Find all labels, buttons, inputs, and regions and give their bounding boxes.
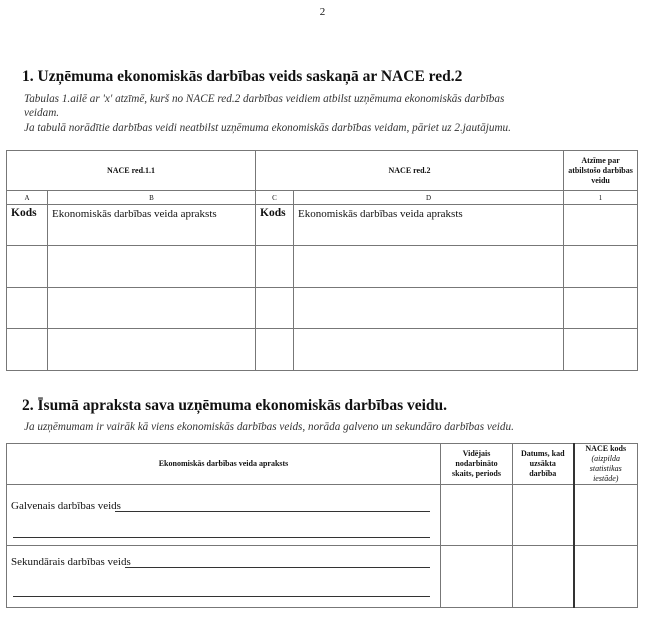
nace-table: [6, 150, 638, 371]
main-activity-label: Galvenais darbības veids: [11, 500, 121, 512]
col-letter-c: C: [256, 191, 294, 205]
secondary-activity-label: Sekundārais darbības veids: [11, 556, 131, 568]
desc-label: Ekonomiskās darbības veida apraksts: [48, 205, 256, 246]
desc-label: Ekonomiskās darbības veida apraksts: [294, 205, 564, 246]
header-nace11: NACE red.1.1: [7, 151, 256, 191]
nace-code-note: (aizpilda statistikas iestāde): [589, 454, 622, 483]
input-line[interactable]: [125, 567, 430, 568]
col-letter-b: B: [48, 191, 256, 205]
header-nace-code: [574, 444, 638, 485]
header-mark: Atzīme par atbilstošo darbības veidu: [564, 151, 638, 191]
activity-table: [6, 443, 638, 608]
start-date-cell[interactable]: [513, 546, 574, 608]
input-line[interactable]: [115, 511, 430, 512]
section1-instruction-cont: veidam.: [24, 107, 60, 119]
mark-cell[interactable]: [564, 329, 638, 371]
nace-code-cell[interactable]: [574, 546, 638, 608]
cell[interactable]: [7, 329, 48, 371]
col-letter-a: A: [7, 191, 48, 205]
cell[interactable]: [7, 288, 48, 329]
cell[interactable]: [294, 329, 564, 371]
col-number-1: 1: [564, 191, 638, 205]
cell[interactable]: [48, 288, 256, 329]
cell[interactable]: [256, 288, 294, 329]
employees-cell[interactable]: [441, 546, 513, 608]
cell[interactable]: [294, 288, 564, 329]
main-activity-cell[interactable]: [7, 485, 441, 546]
mark-cell[interactable]: [564, 205, 638, 246]
header-employees: Vidējais nodarbināto skaits, periods: [441, 444, 513, 485]
kods-label: Kods: [256, 205, 294, 246]
input-line[interactable]: [13, 596, 430, 597]
page-number: 2: [319, 6, 326, 18]
start-date-cell[interactable]: [513, 485, 574, 546]
section2-instruction: Ja uzņēmumam ir vairāk kā viens ekonomiskās darbības veids, norāda galveno un sekundāro darbības veidu.: [24, 421, 514, 433]
header-start-date: Datums, kad uzsākta darbība: [513, 444, 574, 485]
kods-label: Kods: [7, 205, 48, 246]
mark-cell[interactable]: [564, 288, 638, 329]
section1-title: 1. Uzņēmuma ekonomiskās darbības veids saskaņā ar NACE red.2: [22, 68, 463, 85]
cell[interactable]: [48, 246, 256, 288]
cell[interactable]: [48, 329, 256, 371]
input-line[interactable]: [13, 537, 430, 538]
mark-cell[interactable]: [564, 246, 638, 288]
nace-code-cell[interactable]: [574, 485, 638, 546]
employees-cell[interactable]: [441, 485, 513, 546]
header-description: Ekonomiskās darbības veida apraksts: [7, 444, 441, 485]
section2-title: 2. Īsumā apraksta sava uzņēmuma ekonomiskās darbības veidu.: [22, 397, 448, 414]
col-letter-d: D: [294, 191, 564, 205]
header-nace2: NACE red.2: [256, 151, 564, 191]
nace-code-label: NACE kods: [585, 444, 627, 453]
section1-instruction-2: Ja tabulā norādītie darbības veidi neatbilst uzņēmuma ekonomiskās darbības veidam, pāriet uz 2.jautājumu.: [24, 122, 511, 134]
secondary-activity-cell[interactable]: [7, 546, 441, 608]
cell[interactable]: [256, 246, 294, 288]
cell[interactable]: [256, 329, 294, 371]
cell[interactable]: [7, 246, 48, 288]
cell[interactable]: [294, 246, 564, 288]
section1-instruction: Tabulas 1.ailē ar 'x' atzīmē, kurš no NACE red.2 darbības veidiem atbilst uzņēmuma ekonomiskās darbības: [24, 93, 505, 105]
